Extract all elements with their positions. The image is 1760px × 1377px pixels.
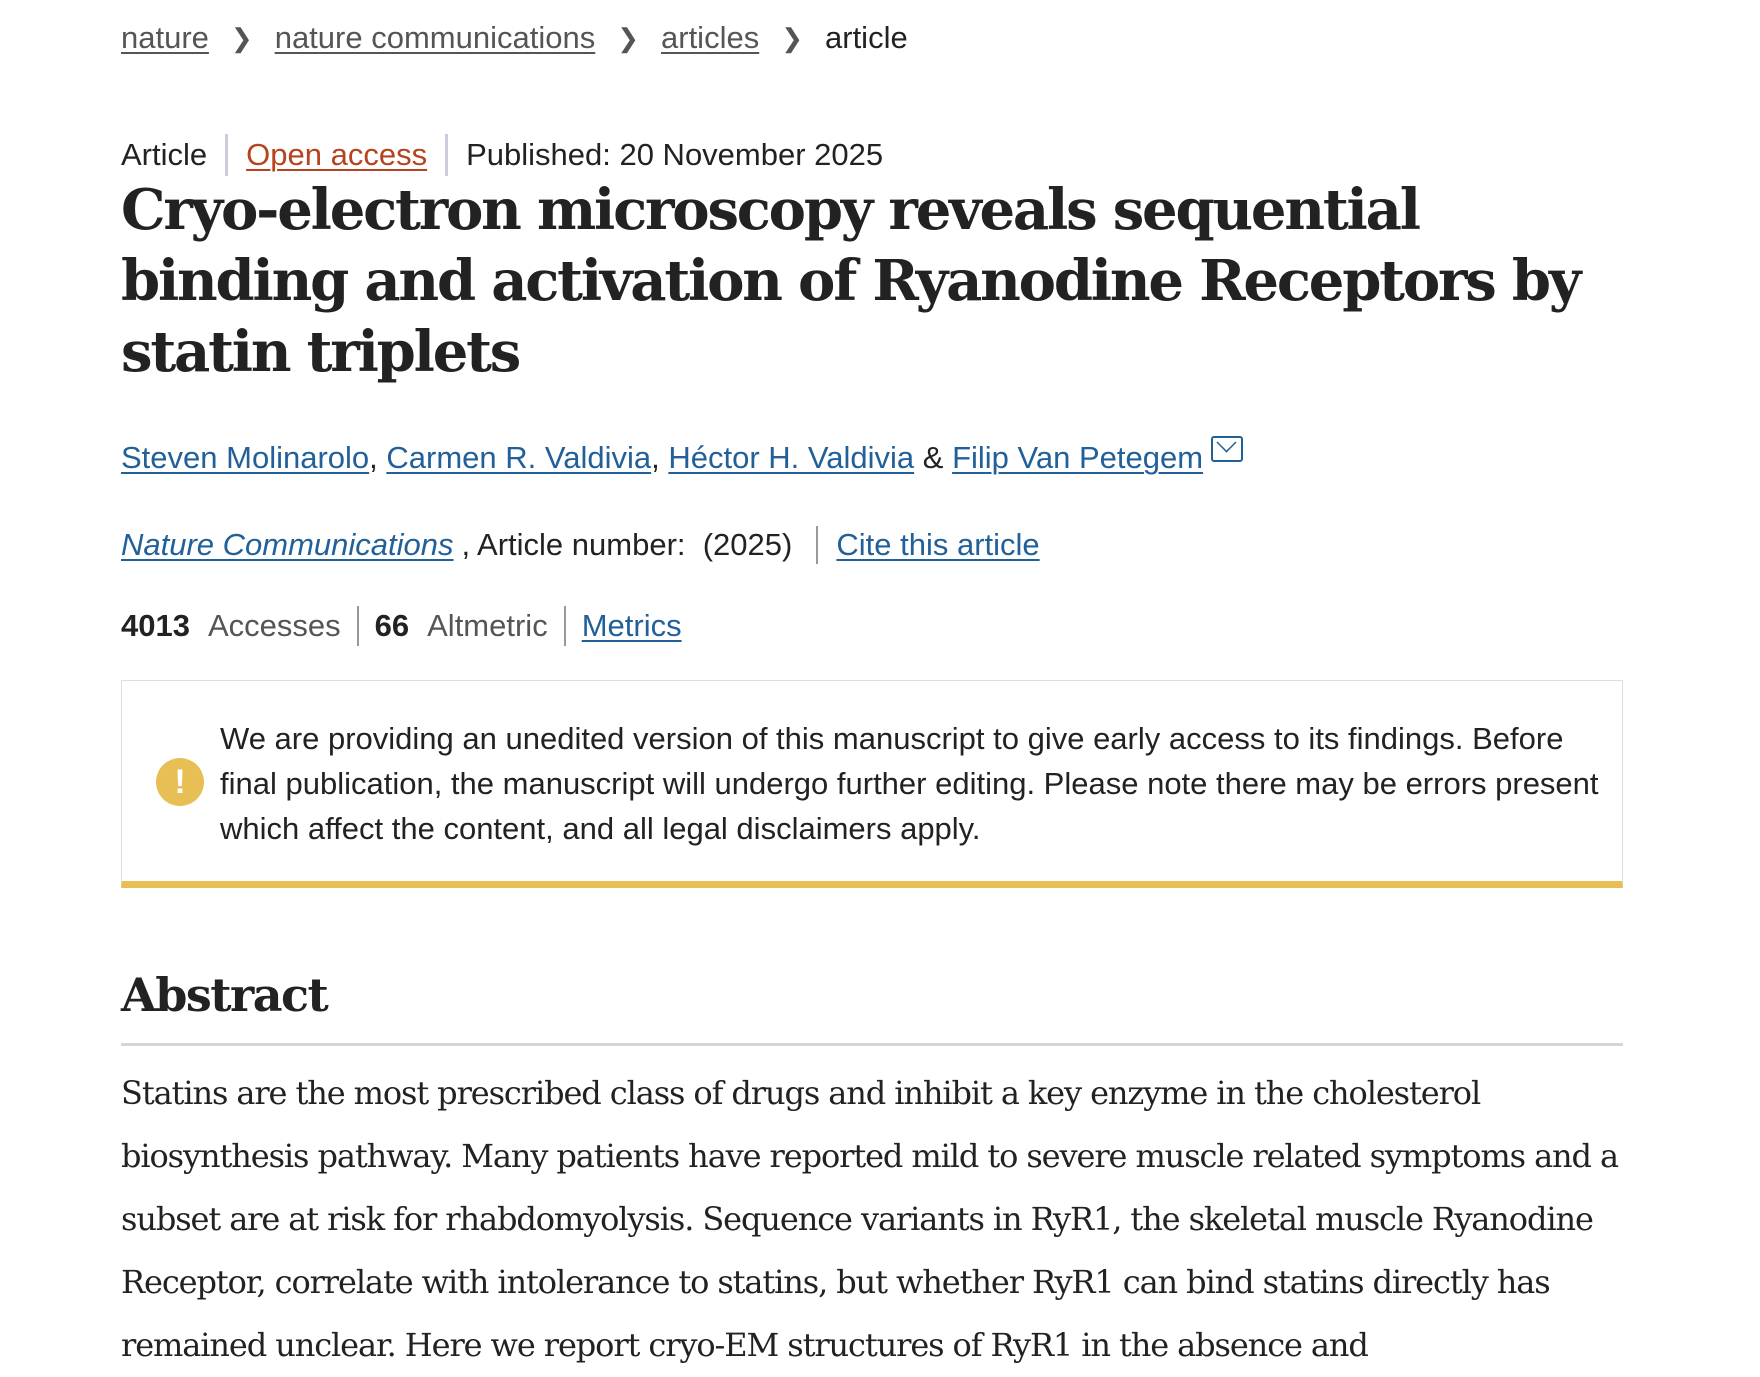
early-access-notice bbox=[121, 680, 1623, 888]
breadcrumb-nature[interactable]: nature bbox=[121, 20, 209, 55]
open-access-link[interactable]: Open access bbox=[246, 137, 428, 172]
journal-link[interactable]: Nature Communications bbox=[121, 527, 454, 562]
article-title: Cryo-electron microscopy reveals sequential binding and activation of Ryanodine Receptors by statin triplets bbox=[121, 177, 1580, 385]
article-meta bbox=[121, 134, 1623, 176]
warning-icon: ! bbox=[156, 758, 204, 806]
author-link[interactable]: Héctor H. Valdivia bbox=[668, 440, 915, 475]
abstract-text: Statins are the most prescribed class of drugs and inhibit a key enzyme in the cholesterol biosynthesis pathway. Many patients have reported mild to severe muscle related symptoms and a subset are at risk for rhabdomyolysis. Sequence variants in RyR1, the skeletal muscle Ryanodine Receptor, correlate with intolerance to statins, but whether RyR1 can bind statins directly has remained unclear. Here we report cryo-EM structures of RyR1 in the absence and bbox=[121, 1074, 1618, 1364]
metrics-link[interactable]: Metrics bbox=[581, 608, 682, 643]
altmetric-count: 66 bbox=[374, 608, 410, 643]
divider bbox=[225, 134, 228, 176]
published-date: Published: 20 November 2025 bbox=[466, 137, 884, 172]
author-list: Steven Molinarolo, Carmen R. Valdivia, Héctor H. Valdivia & Filip Van Petegem bbox=[121, 436, 1623, 476]
metrics-bar bbox=[121, 606, 1623, 646]
breadcrumb-nature-communications[interactable]: nature communications bbox=[274, 20, 596, 55]
author-link[interactable]: Carmen R. Valdivia bbox=[386, 440, 652, 475]
divider bbox=[445, 134, 448, 176]
accesses-label: Accesses bbox=[207, 608, 341, 643]
journal-info bbox=[121, 526, 1623, 564]
accesses-count: 4013 bbox=[121, 608, 190, 643]
author-link[interactable]: Steven Molinarolo bbox=[121, 440, 370, 475]
divider bbox=[564, 606, 566, 646]
article-type: Article bbox=[121, 137, 208, 172]
cite-link[interactable]: Cite this article bbox=[836, 527, 1040, 562]
breadcrumb-current: article bbox=[825, 20, 908, 55]
author-link[interactable]: Filip Van Petegem bbox=[952, 440, 1204, 475]
breadcrumb-articles[interactable]: articles bbox=[661, 20, 760, 55]
chevron-right-icon: ❯ bbox=[230, 22, 253, 53]
divider bbox=[121, 1043, 1623, 1046]
notice-text: We are providing an unedited version of this manuscript to give early access to its findings. Before final publication, the manuscript will undergo further editing. Please note there may be errors present which affect the content, and all legal disclaimers apply. bbox=[220, 721, 1599, 846]
divider bbox=[357, 606, 359, 646]
breadcrumb bbox=[121, 20, 1623, 56]
divider bbox=[816, 526, 818, 564]
chevron-right-icon: ❯ bbox=[781, 22, 803, 53]
mail-icon[interactable] bbox=[1211, 436, 1243, 462]
abstract-heading: Abstract bbox=[121, 968, 328, 1022]
article-number: , Article number: (2025) bbox=[461, 527, 793, 562]
chevron-right-icon: ❯ bbox=[617, 22, 639, 53]
altmetric-label: Altmetric bbox=[427, 608, 548, 643]
